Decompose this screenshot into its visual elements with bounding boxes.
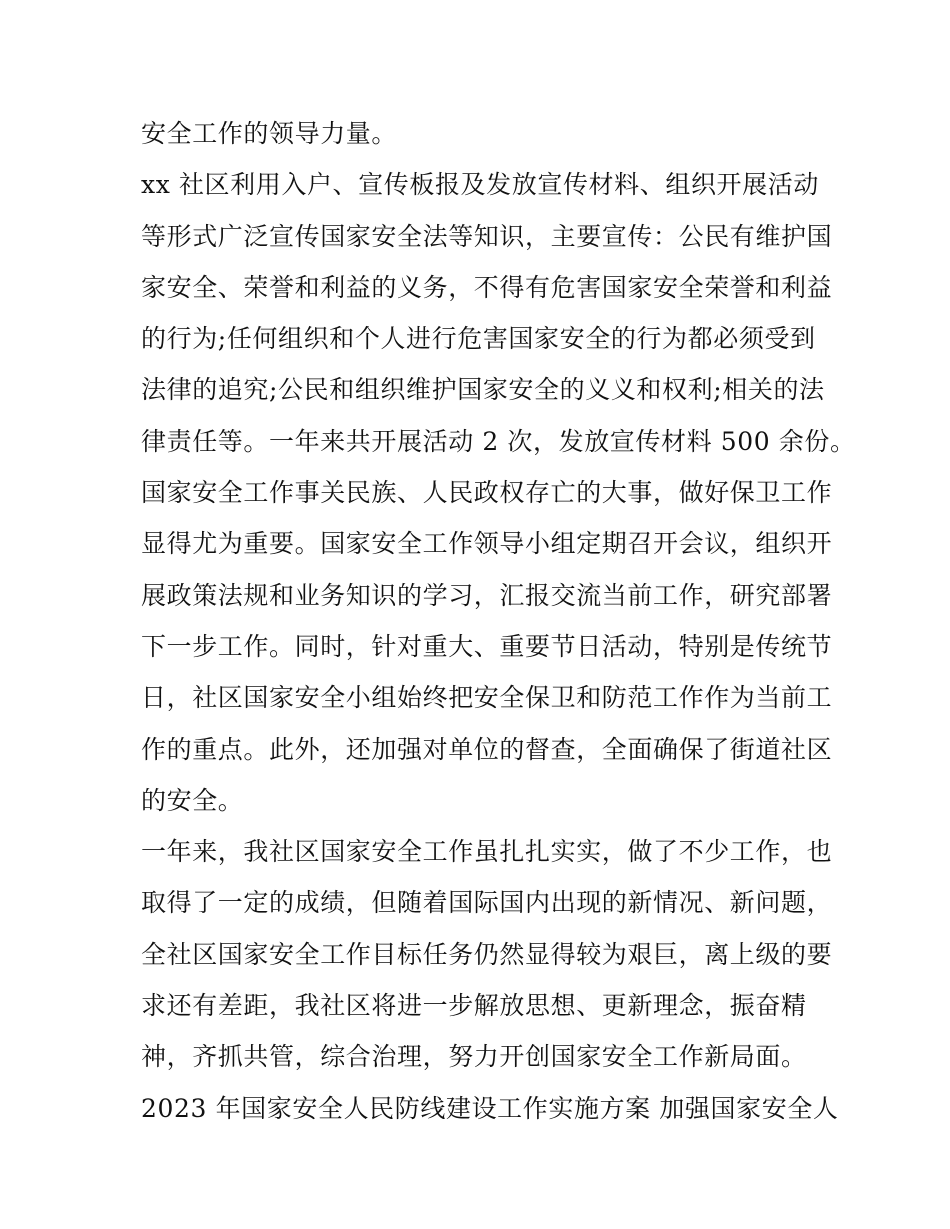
text-line: 律责任等。一年来共开展活动 2 次，发放宣传材料 500 余份。 (141, 426, 856, 456)
text-line: 的行为;任何组织和个人进行危害国家安全的行为都必须受到 (141, 324, 816, 354)
text-line: 国家安全工作事关民族、人民政权存亡的大事，做好保卫工作 (141, 478, 833, 508)
text-line: 等形式广泛宣传国家安全法等知识，主要宣传：公民有维护国 (141, 221, 833, 251)
text-line: 神，齐抓共管，综合治理，努力开创国家安全工作新局面。 (141, 1042, 807, 1072)
text-line: 下一步工作。同时，针对重大、重要节日活动，特别是传统节 (141, 631, 833, 661)
text-line: 作的重点。此外，还加强对单位的督查，全面确保了街道社区 (141, 734, 833, 764)
text-line: 求还有差距，我社区将进一步解放思想、更新理念，振奋精 (141, 991, 807, 1021)
text-line: 显得尤为重要。国家安全工作领导小组定期召开会议，组织开 (141, 529, 833, 559)
document-body (141, 108, 856, 1134)
text-line: 展政策法规和业务知识的学习，汇报交流当前工作，研究部署 (141, 580, 833, 610)
text-line: 家安全、荣誉和利益的义务，不得有危害国家安全荣誉和利益 (141, 272, 833, 302)
text-line: 法律的追究;公民和组织维护国家安全的义义和权利;相关的法 (141, 375, 825, 405)
text-line: 的安全。 (141, 785, 244, 815)
text-line: 2023 年国家安全人民防线建设工作实施方案 加强国家安全人 (141, 1093, 839, 1123)
text-line: xx 社区利用入户、宣传板报及发放宣传材料、组织开展活动 (141, 170, 819, 200)
text-line: 全社区国家安全工作目标任务仍然显得较为艰巨，离上级的要 (141, 939, 833, 969)
text-line: 安全工作的领导力量。 (141, 119, 398, 148)
text-line: 取得了一定的成绩，但随着国际国内出现的新情况、新问题， (141, 888, 833, 918)
text-line: 一年来，我社区国家安全工作虽扎扎实实，做了不少工作，也 (141, 837, 833, 867)
text-line: 日，社区国家安全小组始终把安全保卫和防范工作作为当前工 (141, 683, 833, 713)
